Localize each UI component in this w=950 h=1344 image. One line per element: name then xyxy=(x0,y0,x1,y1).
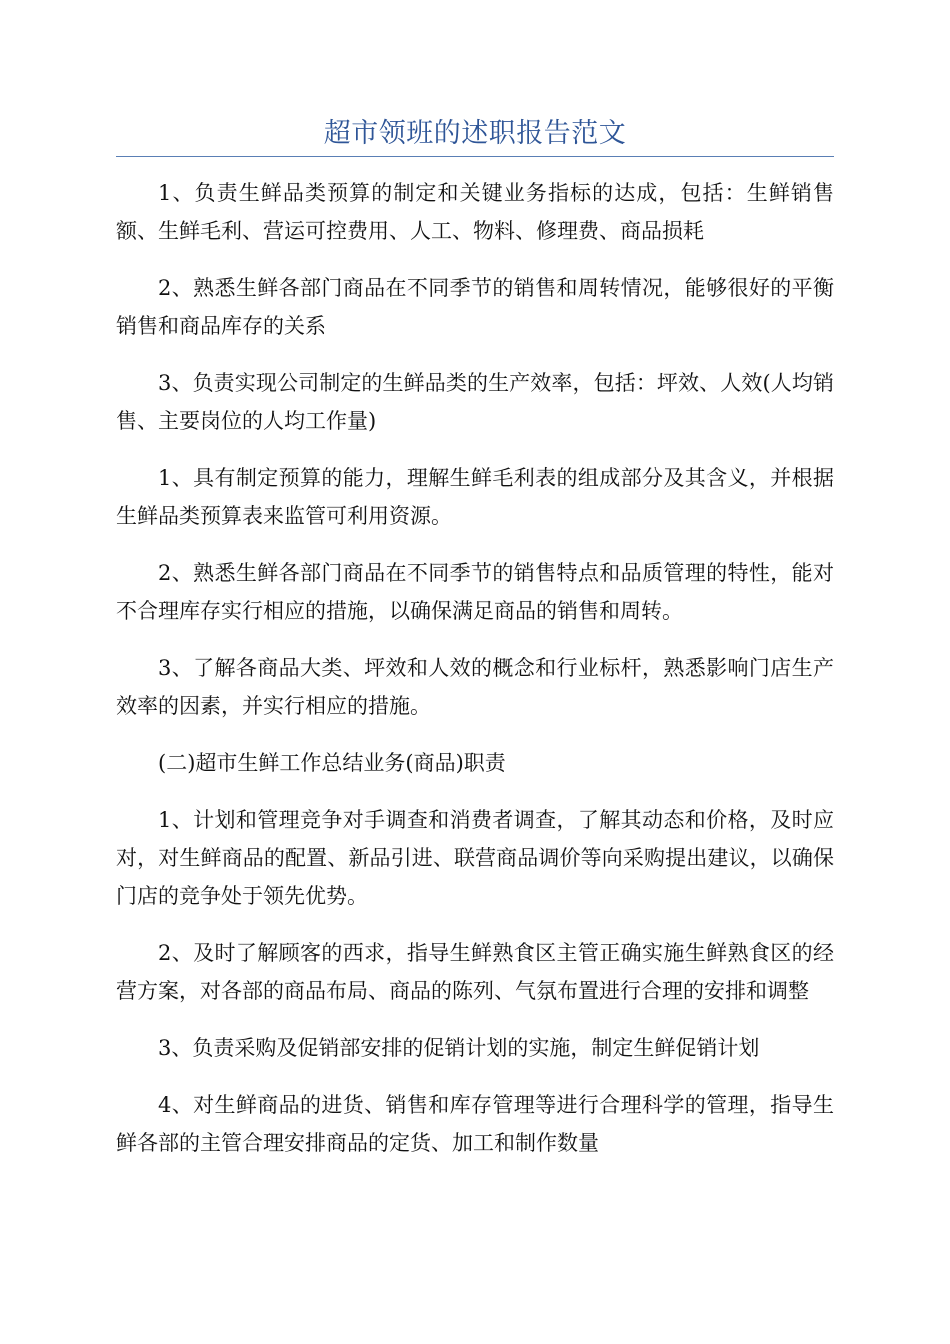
paragraph-7: 1、计划和管理竞争对手调查和消费者调查，了解其动态和价格，及时应对，对生鲜商品的配置、新品引进、联营商品调价等向采购提出建议，以确保门店的竞争处于领先优势。 xyxy=(116,808,834,908)
document-body xyxy=(116,174,834,1181)
paragraph-6: 3、了解各商品大类、坪效和人效的概念和行业标杆，熟悉影响门店生产效率的因素，并实行相应的措施。 xyxy=(116,656,834,718)
paragraph-4: 1、具有制定预算的能力，理解生鲜毛利表的组成部分及其含义，并根据生鲜品类预算表来监管可利用资源。 xyxy=(116,466,834,528)
paragraph-3: 3、负责实现公司制定的生鲜品类的生产效率，包括：坪效、人效(人均销售、主要岗位的人均工作量) xyxy=(116,371,834,433)
paragraph-9: 3、负责采购及促销部安排的促销计划的实施，制定生鲜促销计划 xyxy=(158,1036,760,1060)
paragraph-8: 2、及时了解顾客的西求，指导生鲜熟食区主管正确实施生鲜熟食区的经营方案，对各部的商品布局、商品的陈列、气氛布置进行合理的安排和调整 xyxy=(116,941,834,1003)
paragraph-1: 1、负责生鲜品类预算的制定和关键业务指标的达成，包括：生鲜销售额、生鲜毛利、营运可控费用、人工、物料、修理费、商品损耗 xyxy=(116,181,834,243)
paragraph-5: 2、熟悉生鲜各部门商品在不同季节的销售特点和品质管理的特性，能对不合理库存实行相应的措施，以确保满足商品的销售和周转。 xyxy=(116,561,834,623)
section-heading: (二)超市生鲜工作总结业务(商品)职责 xyxy=(158,751,506,775)
document-title: 超市领班的述职报告范文 xyxy=(323,118,627,149)
title-block xyxy=(116,112,834,157)
paragraph-10: 4、对生鲜商品的进货、销售和库存管理等进行合理科学的管理，指导生鲜各部的主管合理安排商品的定货、加工和制作数量 xyxy=(116,1093,834,1155)
paragraph-2: 2、熟悉生鲜各部门商品在不同季节的销售和周转情况，能够很好的平衡销售和商品库存的关系 xyxy=(116,276,834,338)
